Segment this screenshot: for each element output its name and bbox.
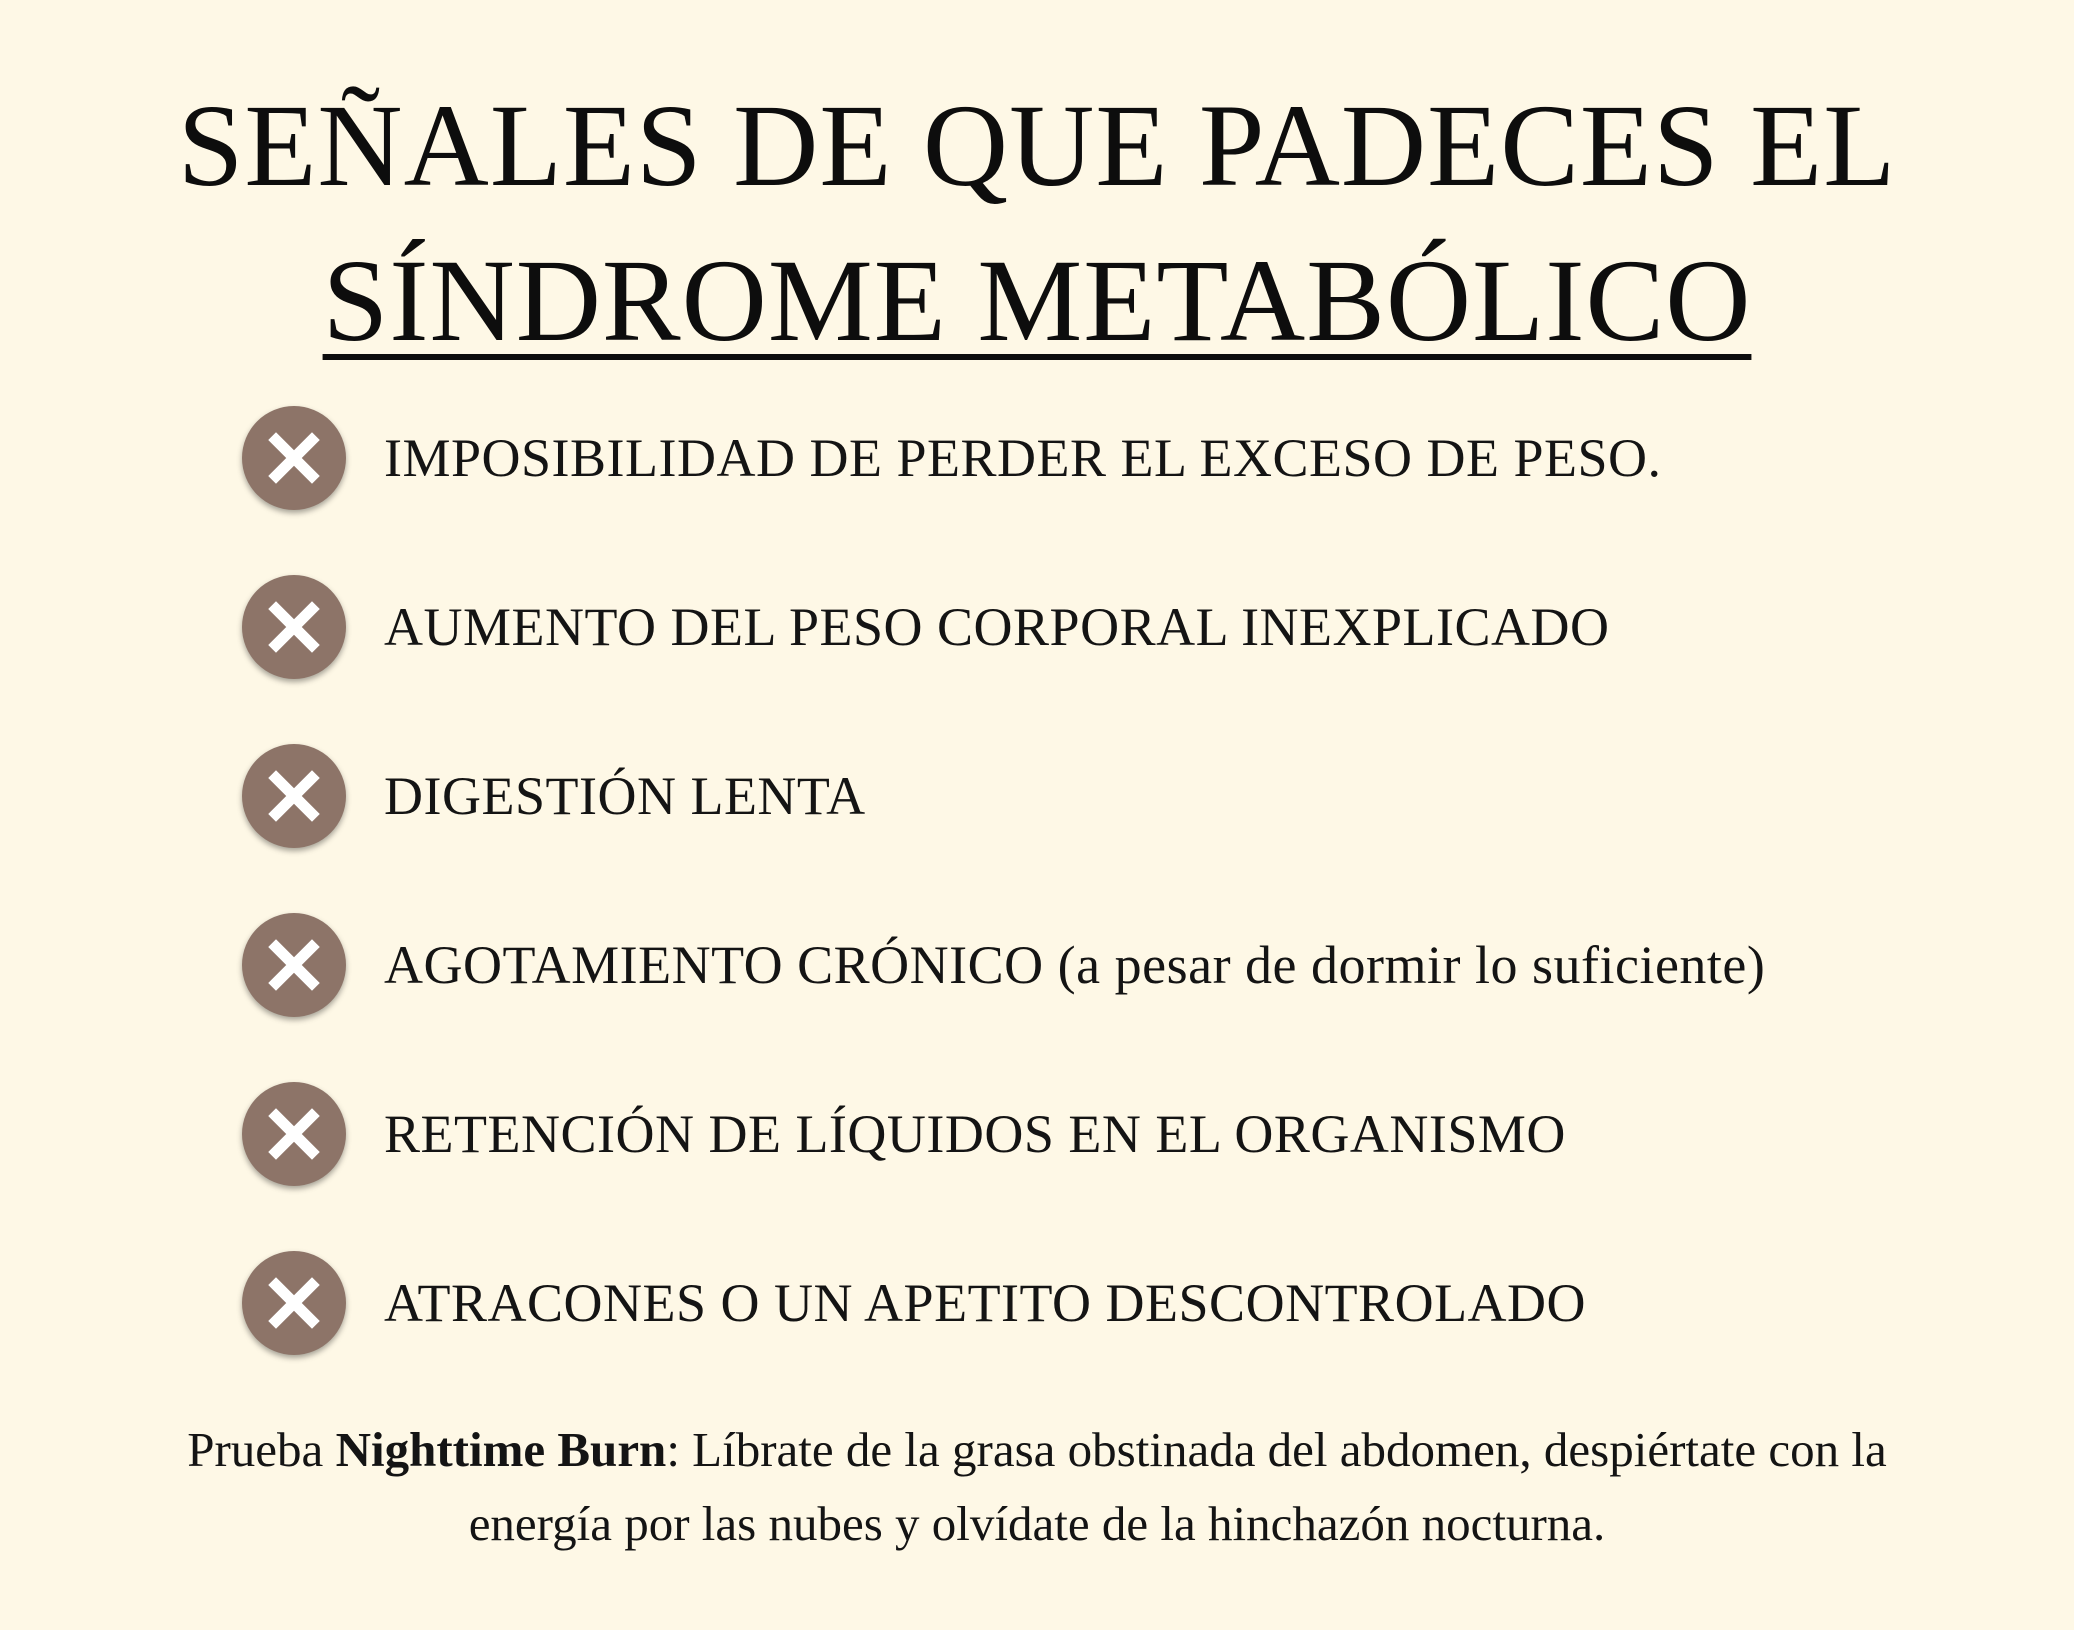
list-item-label: DIGESTIÓN LENTA [384,766,866,826]
footer-line-1 [40,1413,2034,1487]
list-item-label: AUMENTO DEL PESO CORPORAL INEXPLICADO [384,597,1610,657]
x-circle-icon [242,1082,346,1186]
footer-line-2: energía por las nubes y olvídate de la hinchazón nocturna. [468,1496,1606,1551]
x-circle-icon [242,913,346,1017]
footer-prefix: Prueba [187,1422,336,1477]
list-item-label: AGOTAMIENTO CRÓNICO (a pesar de dormir lo suficiente) [384,935,1766,995]
footer-note [40,1413,2034,1561]
page-title [0,68,2074,378]
title-line-2: SÍNDROME METABÓLICO [322,235,1752,366]
x-circle-icon [242,1251,346,1355]
x-circle-icon [242,744,346,848]
title-line-1: SEÑALES DE QUE PADECES EL [177,80,1897,211]
x-circle-icon [242,575,346,679]
list-item [242,743,2042,849]
list-item-label: RETENCIÓN DE LÍQUIDOS EN EL ORGANISMO [384,1104,1566,1164]
list-item [242,1081,2042,1187]
list-item [242,574,2042,680]
list-item [242,912,2042,1018]
product-name: Nighttime Burn [335,1422,667,1477]
list-item [242,1250,2042,1356]
list-item-label: ATRACONES O UN APETITO DESCONTROLADO [384,1273,1587,1333]
list-item-label: IMPOSIBILIDAD DE PERDER EL EXCESO DE PESO. [384,428,1662,488]
x-circle-icon [242,406,346,510]
footer-line-1-rest: : Líbrate de la grasa obstinada del abdomen, despiértate con la [666,1422,1887,1477]
signs-list [242,405,2042,1419]
list-item [242,405,2042,511]
